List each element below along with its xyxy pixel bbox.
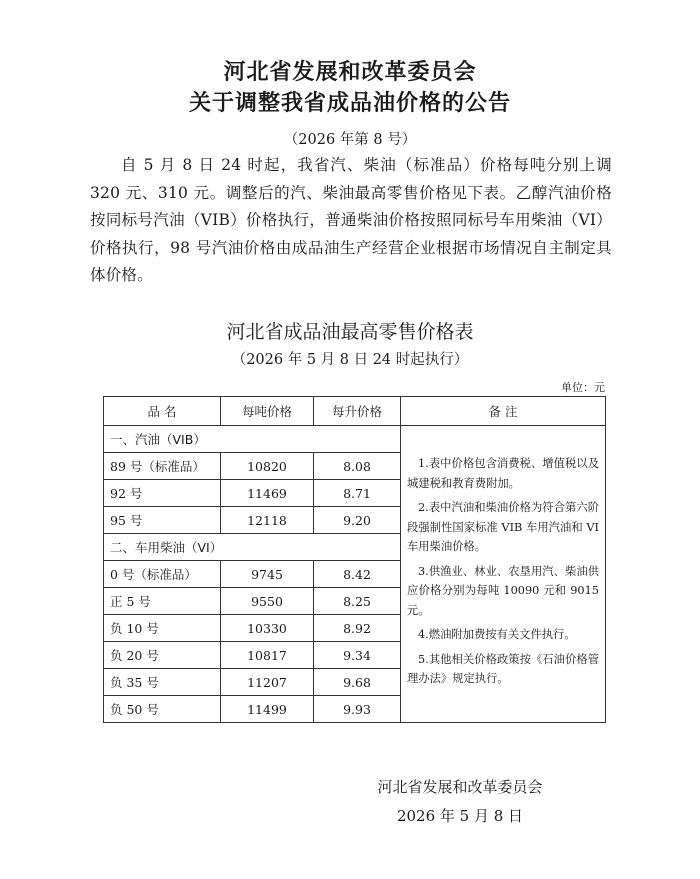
- note-1: 1.表中价格包含消费税、增值税以及城建税和教育费附加。: [407, 457, 599, 490]
- price-per-ton: 10817: [221, 642, 314, 669]
- doc-number: （2026 年第 8 号）: [283, 132, 417, 148]
- price-per-liter: 9.93: [314, 696, 401, 723]
- product-name: 92 号: [104, 480, 221, 507]
- price-per-liter: 8.71: [314, 480, 401, 507]
- product-name: 负 35 号: [104, 669, 221, 696]
- note-2: 2.表中汽油和柴油价格为符合第六阶段强制性国家标准 VIB 车用汽油和 VI 车用柴油价格。: [407, 501, 599, 554]
- price-per-ton: 9550: [221, 588, 314, 615]
- price-per-ton: 10820: [221, 453, 314, 480]
- product-name: 负 50 号: [104, 696, 221, 723]
- section-diesel: 二、车用柴油（VI）: [104, 534, 401, 561]
- price-per-ton: 10330: [221, 615, 314, 642]
- notice-title-line1: 河北省发展和改革委员会: [223, 60, 477, 85]
- price-per-ton: 9745: [221, 561, 314, 588]
- table-subtitle: （2026 年 5 月 8 日 24 时起执行）: [231, 352, 469, 368]
- product-name: 0 号（标准品）: [104, 561, 221, 588]
- price-per-ton: 11499: [221, 696, 314, 723]
- note-4: 4.燃油附加费按有关文件执行。: [418, 628, 576, 642]
- product-name: 负 20 号: [104, 642, 221, 669]
- price-per-liter: 9.20: [314, 507, 401, 534]
- note-5: 5.其他相关价格政策按《石油价格管理办法》规定执行。: [407, 652, 599, 686]
- price-per-liter: 8.25: [314, 588, 401, 615]
- table-header-row: [104, 397, 606, 426]
- price-per-ton: 11207: [221, 669, 314, 696]
- notice-body: 自 5 月 8 日 24 时起，我省汽、柴油（标准品）价格每吨分别上调 320 元、310 元。调整后的汽、柴油最高零售价格见下表。乙醇汽油价格按同标号汽油（VIB）价格执行，普通柴油价格按照同标号车用柴油（VI）价格执行，98 号汽油价格由成品油生产经营企业根据市场情况自主制定具体价格。: [90, 156, 612, 284]
- product-name: 95 号: [104, 507, 221, 534]
- price-per-liter: 8.42: [314, 561, 401, 588]
- header-per-liter: 每升价格: [314, 397, 401, 426]
- table-title: 河北省成品油最高零售价格表: [226, 321, 474, 343]
- price-per-liter: 9.68: [314, 669, 401, 696]
- signature-date: 2026 年 5 月 8 日: [396, 807, 524, 825]
- price-per-ton: 12118: [221, 507, 314, 534]
- product-name: 正 5 号: [104, 588, 221, 615]
- signature-org: 河北省发展和改革委员会: [377, 778, 543, 796]
- section-row-gasoline: [104, 426, 606, 453]
- header-notes: 备 注: [401, 397, 606, 426]
- header-name: 品 名: [104, 397, 221, 426]
- section-gasoline: 一、汽油（VIB）: [104, 426, 401, 453]
- note-3: 3.供渔业、林业、农垦用汽、柴油供应价格分别为每吨 10090 元和 9015 元。: [407, 564, 599, 617]
- product-name: 89 号（标准品）: [104, 453, 221, 480]
- unit-label: 单位：元: [561, 381, 605, 394]
- notice-title-line2: 关于调整我省成品油价格的公告: [188, 91, 511, 116]
- price-per-ton: 11469: [221, 480, 314, 507]
- price-per-liter: 9.34: [314, 642, 401, 669]
- price-table: [103, 396, 606, 723]
- price-per-liter: 8.92: [314, 615, 401, 642]
- price-per-liter: 8.08: [314, 453, 401, 480]
- notes-cell: [401, 426, 606, 723]
- header-per-ton: 每吨价格: [221, 397, 314, 426]
- product-name: 负 10 号: [104, 615, 221, 642]
